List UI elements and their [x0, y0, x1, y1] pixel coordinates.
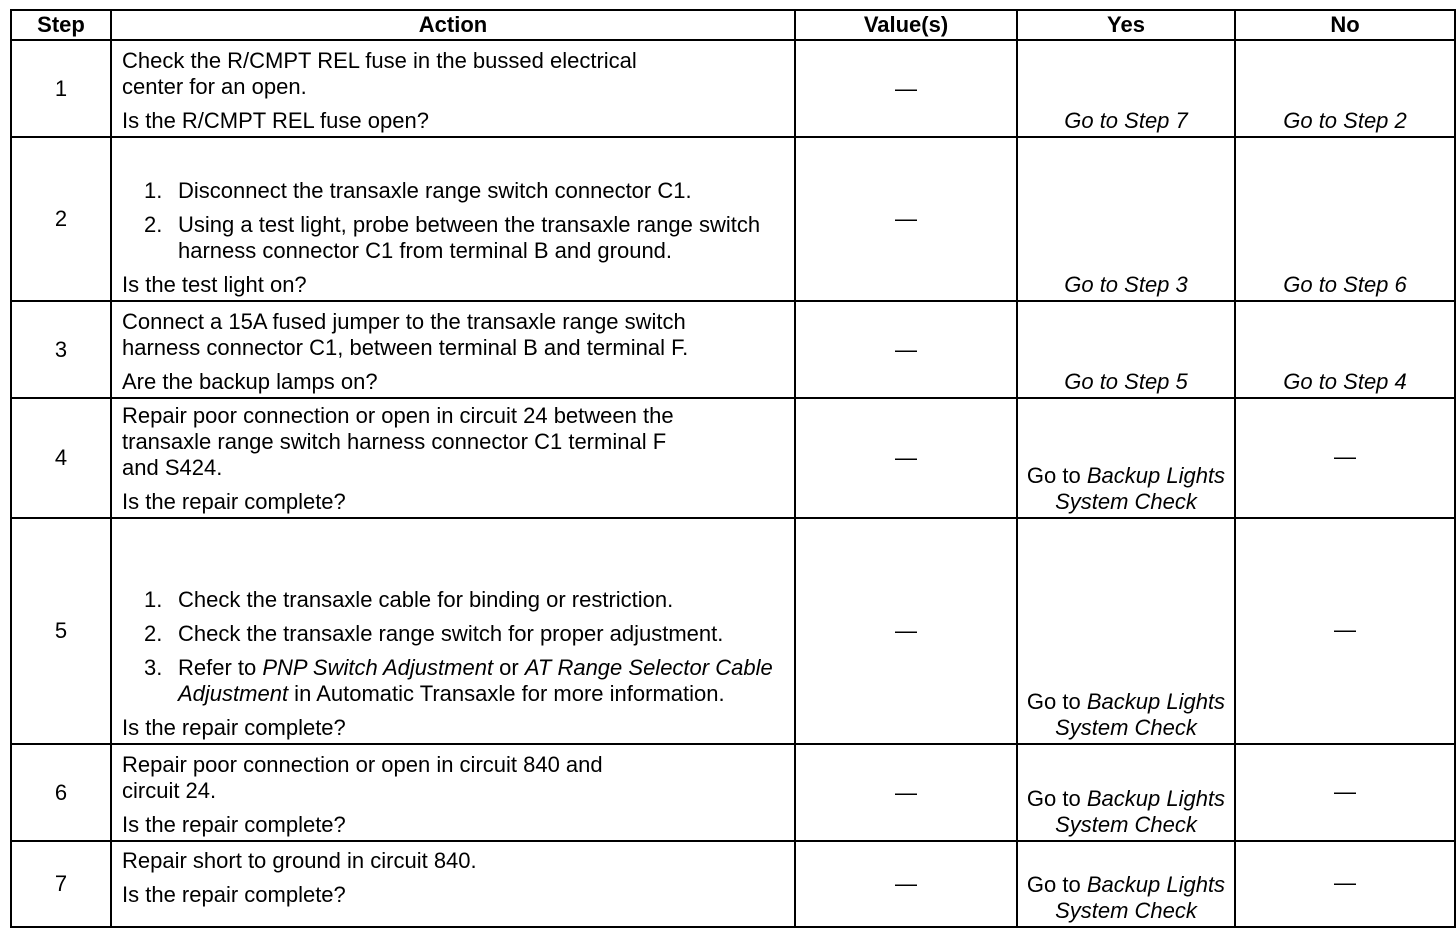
list-item: 2. Using a test light, probe between the transaxle range switch harness connector C1 from terminal B and ground. [144, 212, 761, 263]
action-text: Repair short to ground in circuit 840. [122, 848, 477, 873]
action-cell [111, 40, 795, 137]
action-text: Connect a 15A fused jumper to the transaxle range switch [122, 309, 686, 334]
action-text: center for an open. [122, 74, 307, 99]
value-cell: — [795, 841, 1017, 927]
action-cell [111, 137, 795, 301]
no-cell: — [1235, 744, 1455, 841]
list-item: 2. Check the transaxle range switch for proper adjustment. [144, 621, 724, 646]
no-cell: — [1235, 841, 1455, 927]
header-no: No [1235, 10, 1455, 40]
action-cell [111, 398, 795, 518]
value-cell: — [795, 137, 1017, 301]
yes-link[interactable] [1017, 398, 1235, 518]
no-cell: — [1235, 518, 1455, 744]
table-row [11, 398, 1455, 518]
action-text: Repair poor connection or open in circuit 24 between the [122, 403, 674, 428]
step-number: 1 [11, 40, 111, 137]
pnp-switch-link[interactable]: PNP Switch Adjustment [262, 655, 494, 680]
value-cell: — [795, 301, 1017, 398]
action-question: Is the repair complete? [122, 489, 346, 514]
action-cell [111, 301, 795, 398]
step-number: 7 [11, 841, 111, 927]
action-question: Is the R/CMPT REL fuse open? [122, 108, 429, 133]
yes-target[interactable]: Backup Lights System Check [1055, 872, 1226, 923]
action-text: Repair poor connection or open in circuit 840 and [122, 752, 603, 777]
value-cell: — [795, 744, 1017, 841]
diagnostic-table [10, 9, 1456, 928]
step-number: 4 [11, 398, 111, 518]
table-row [11, 40, 1455, 137]
yes-target[interactable]: Backup Lights System Check [1055, 463, 1226, 514]
header-row [11, 10, 1455, 40]
action-question: Is the repair complete? [122, 715, 346, 740]
action-question: Is the test light on? [122, 272, 307, 297]
header-step: Step [11, 10, 111, 40]
action-list [122, 178, 784, 264]
action-question: Is the repair complete? [122, 812, 346, 837]
step-number: 3 [11, 301, 111, 398]
yes-link[interactable]: Go to Step 3 [1017, 137, 1235, 301]
value-cell: — [795, 398, 1017, 518]
action-text: circuit 24. [122, 778, 217, 803]
action-cell [111, 744, 795, 841]
step-number: 2 [11, 137, 111, 301]
yes-prefix: Go to [1026, 872, 1081, 897]
action-cell [111, 518, 795, 744]
value-cell: — [795, 518, 1017, 744]
yes-link[interactable]: Go to Step 7 [1017, 40, 1235, 137]
list-item: 1. Disconnect the transaxle range switch connector C1. [144, 178, 692, 203]
no-link[interactable]: Go to Step 2 [1235, 40, 1455, 137]
yes-prefix: Go to [1026, 689, 1081, 714]
yes-prefix: Go to [1026, 463, 1081, 488]
table-row [11, 518, 1455, 744]
table-row [11, 841, 1455, 927]
action-text: Check the R/CMPT REL fuse in the bussed electrical [122, 48, 637, 73]
table-row [11, 744, 1455, 841]
action-question: Are the backup lamps on? [122, 369, 378, 394]
range-selector-link[interactable]: AT Range Selector Cable Adjustment [178, 655, 773, 706]
yes-target[interactable]: Backup Lights System Check [1055, 689, 1226, 740]
no-cell: — [1235, 398, 1455, 518]
yes-link[interactable] [1017, 518, 1235, 744]
action-text: harness connector C1, between terminal B and terminal F. [122, 335, 689, 360]
yes-link[interactable] [1017, 841, 1235, 927]
table-row [11, 301, 1455, 398]
step-number: 5 [11, 518, 111, 744]
header-action: Action [111, 10, 795, 40]
yes-link[interactable]: Go to Step 5 [1017, 301, 1235, 398]
action-text: and S424. [122, 455, 223, 480]
yes-link[interactable] [1017, 744, 1235, 841]
table-row [11, 137, 1455, 301]
list-item: 3. Refer to PNP Switch Adjustment or AT Range Selector Cable Adjustment in Automatic Transaxle for more information. [144, 655, 773, 706]
action-list [122, 587, 784, 707]
action-text: transaxle range switch harness connector C1 terminal F [122, 429, 667, 454]
yes-target[interactable]: Backup Lights System Check [1055, 786, 1226, 837]
yes-prefix: Go to [1026, 786, 1081, 811]
no-link[interactable]: Go to Step 4 [1235, 301, 1455, 398]
list-item: 1. Check the transaxle cable for binding or restriction. [144, 587, 674, 612]
diagnostic-table-container [10, 9, 1456, 928]
step-number: 6 [11, 744, 111, 841]
no-link[interactable]: Go to Step 6 [1235, 137, 1455, 301]
header-values: Value(s) [795, 10, 1017, 40]
value-cell: — [795, 40, 1017, 137]
header-yes: Yes [1017, 10, 1235, 40]
action-question: Is the repair complete? [122, 882, 346, 907]
action-cell [111, 841, 795, 927]
